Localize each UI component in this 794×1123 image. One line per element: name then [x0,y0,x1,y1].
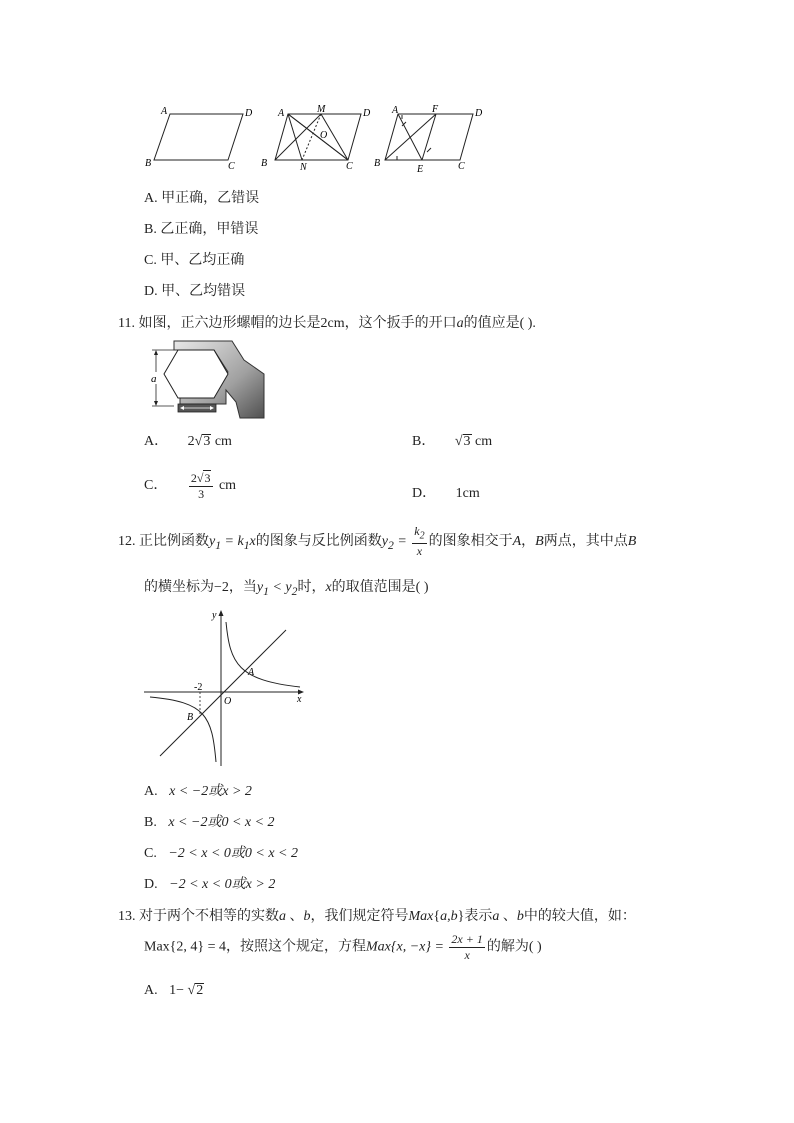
stem-text: 两点，其中点 [543,533,628,549]
question-number: 11. [118,316,135,331]
fraction-2x-plus-1-over-x [449,932,484,963]
point-B: B [535,533,544,549]
stem-text: 中的较大值，如： [523,909,636,924]
label-C: C [346,161,353,172]
q10-option-a [144,187,259,207]
label-A: A [161,106,168,117]
sqrt-sign: √ [194,434,203,449]
formula-y2: $y_2$ = [381,533,411,552]
unit: cm [218,478,237,494]
option-letter: B. [144,222,157,237]
radicand: 3 [203,434,211,449]
option-text: x < −2或0 < x < 2 [168,815,275,830]
option-letter: B． [412,434,436,449]
label-F: F [432,104,439,115]
point-B: B [627,533,637,549]
option-letter: A． [144,434,169,449]
option-text: 甲、乙均正确 [160,253,245,268]
q10-figures [140,100,500,180]
q12-stem-line1: 12. 正比例函数$y_1 = k_1x$的图象与反比例函数$y_2$ = $\frac{k_2}{x}$ 的图象相交于A，B两点，其中点B [118,524,637,559]
q10-option-b [144,218,258,238]
label-C: C [228,161,235,172]
option-letter: D. [144,284,158,299]
q12-option-b [144,811,275,831]
stem-variable: a [456,316,464,331]
label-A: A [278,108,285,119]
unit: cm [475,434,493,449]
q11-option-b [412,430,492,450]
stem-text: 的图象相交于 [428,533,513,549]
label-D: D [363,108,371,119]
fraction-k2-over-x: $\frac{k_2}{x}$ [414,524,425,559]
option-letter: D． [412,486,437,501]
q11-option-d [412,482,480,502]
denominator: 3 [198,487,205,501]
q13-option-a [144,983,204,999]
stem-text: 的值应是( ). [463,316,536,331]
stem-text: ，当 [228,580,257,595]
numerator: 2x + 1 [451,932,483,946]
sqrt-sign: √ [184,983,196,998]
stem-value: −2 [214,580,229,595]
stem-text: 的图象与反比例函数 [255,533,382,549]
label-D: D [245,108,253,119]
label-B: B [261,158,268,169]
stem-text: ，按照这个规定，方程 [226,939,366,955]
option-text: −2 < x < 0或x > 2 [169,877,276,892]
stem-text: ，我们规定符号 [310,909,409,924]
option-text: 1− [169,983,185,998]
label-O: O [320,130,328,141]
condition-y1-lt-y2: $y_1 < y_2$ [256,580,298,598]
denominator: x [464,948,470,962]
q12-stem-line2 [144,576,429,598]
hyperbola-branch-q1 [226,622,300,687]
q12-option-d [144,873,275,893]
axis-label-x: x [297,694,302,705]
variable-a: a [279,909,286,924]
option-letter: A. [144,983,158,998]
q12-option-a [144,780,252,800]
parallelogram-figure-2 [275,114,361,160]
point-label-A: A [248,667,255,678]
stem-text: ，这个扳手的开口 [344,316,457,331]
q11-option-a [144,430,232,450]
q11-option-c [144,470,236,502]
label-E: E [417,164,424,175]
parallelogram-figure-1 [154,114,243,160]
point-label-B: B [187,712,194,723]
option-text: 1cm [455,486,480,501]
label-A: A [392,105,399,116]
label-B: B [145,158,152,169]
point-A: A [512,533,522,549]
hyperbola-branch-q3 [150,697,216,762]
hexagon-nut [164,350,228,398]
question-number: 13. [118,909,136,924]
stem-text: 的解为( ) [486,939,542,955]
variable-x: x [325,580,332,595]
question-number: 12. [118,533,136,549]
axis-label-y: y [212,610,217,621]
option-text: x < −2或x > 2 [169,784,252,799]
radicand: 2 [196,983,204,998]
symbol-max-ab: Max [408,909,434,924]
stem-text: 正比例函数 [139,533,209,549]
origin-label: O [224,696,232,707]
proportional-line [160,630,286,756]
example-expression: Max{2, 4} = 4 [144,939,226,955]
option-letter: C. [144,846,157,861]
q13-stem-line1: 13. 对于两个不相等的实数a 、b，我们规定符号Max{a,b}表示a 、b中的较大值，如： [118,909,636,924]
tick-label-neg2: -2 [194,682,203,693]
numerator-radicand: 3 [204,471,211,485]
stem-text: 时， [297,580,326,595]
stem-text: 如图，正六边形螺帽的边长是 [138,316,321,331]
sqrt-sign: √ [454,434,463,449]
parallelogram-figure-3 [385,114,473,160]
stem-text: 的横坐标为 [144,580,214,595]
variable-b: b [516,909,524,924]
variable-b: b [303,909,311,924]
stem-value: 2cm [320,316,345,331]
variable-a: a [492,909,500,924]
stem-text: 对于两个不相等的实数 [139,909,279,924]
formula-y1: $y_1 = k_1x$ [209,533,256,552]
label-N: N [300,162,307,173]
option-letter: A. [144,191,158,206]
q12-function-graph [140,604,310,769]
coefficient: 2 [187,434,195,449]
option-letter: B. [144,815,157,830]
label-B: B [374,158,381,169]
option-letter: D. [144,877,158,892]
q10-option-d [144,280,245,300]
variable-b: b [450,909,458,924]
fraction: $\frac{2√3}{3}$ [189,470,214,502]
option-letter: C． [144,478,168,494]
stem-text: 的取值范围是( ) [331,580,429,595]
q11-stem [118,312,536,332]
option-text: 甲、乙均错误 [161,284,246,299]
label-a: a [151,373,157,385]
equation-lhs: Max{x, −x} = [366,939,444,955]
label-D: D [475,108,483,119]
label-M: M [317,104,326,115]
wrench-hexnut-figure [144,338,269,420]
label-C: C [458,161,465,172]
unit: cm [214,434,232,449]
stem-text: 表示 [464,909,493,924]
option-text: 甲正确，乙错误 [161,191,260,206]
q13-stem-line2 [144,932,542,963]
variable-a: a [440,909,448,924]
q12-option-c [144,842,298,862]
option-text: −2 < x < 0或0 < x < 2 [168,846,299,861]
radicand: 3 [463,434,471,449]
q10-option-c [144,249,244,269]
numerator-coef: 2 [190,471,197,485]
option-letter: A. [144,784,158,799]
option-letter: C. [144,253,157,268]
option-text: 乙正确，甲错误 [160,222,259,237]
